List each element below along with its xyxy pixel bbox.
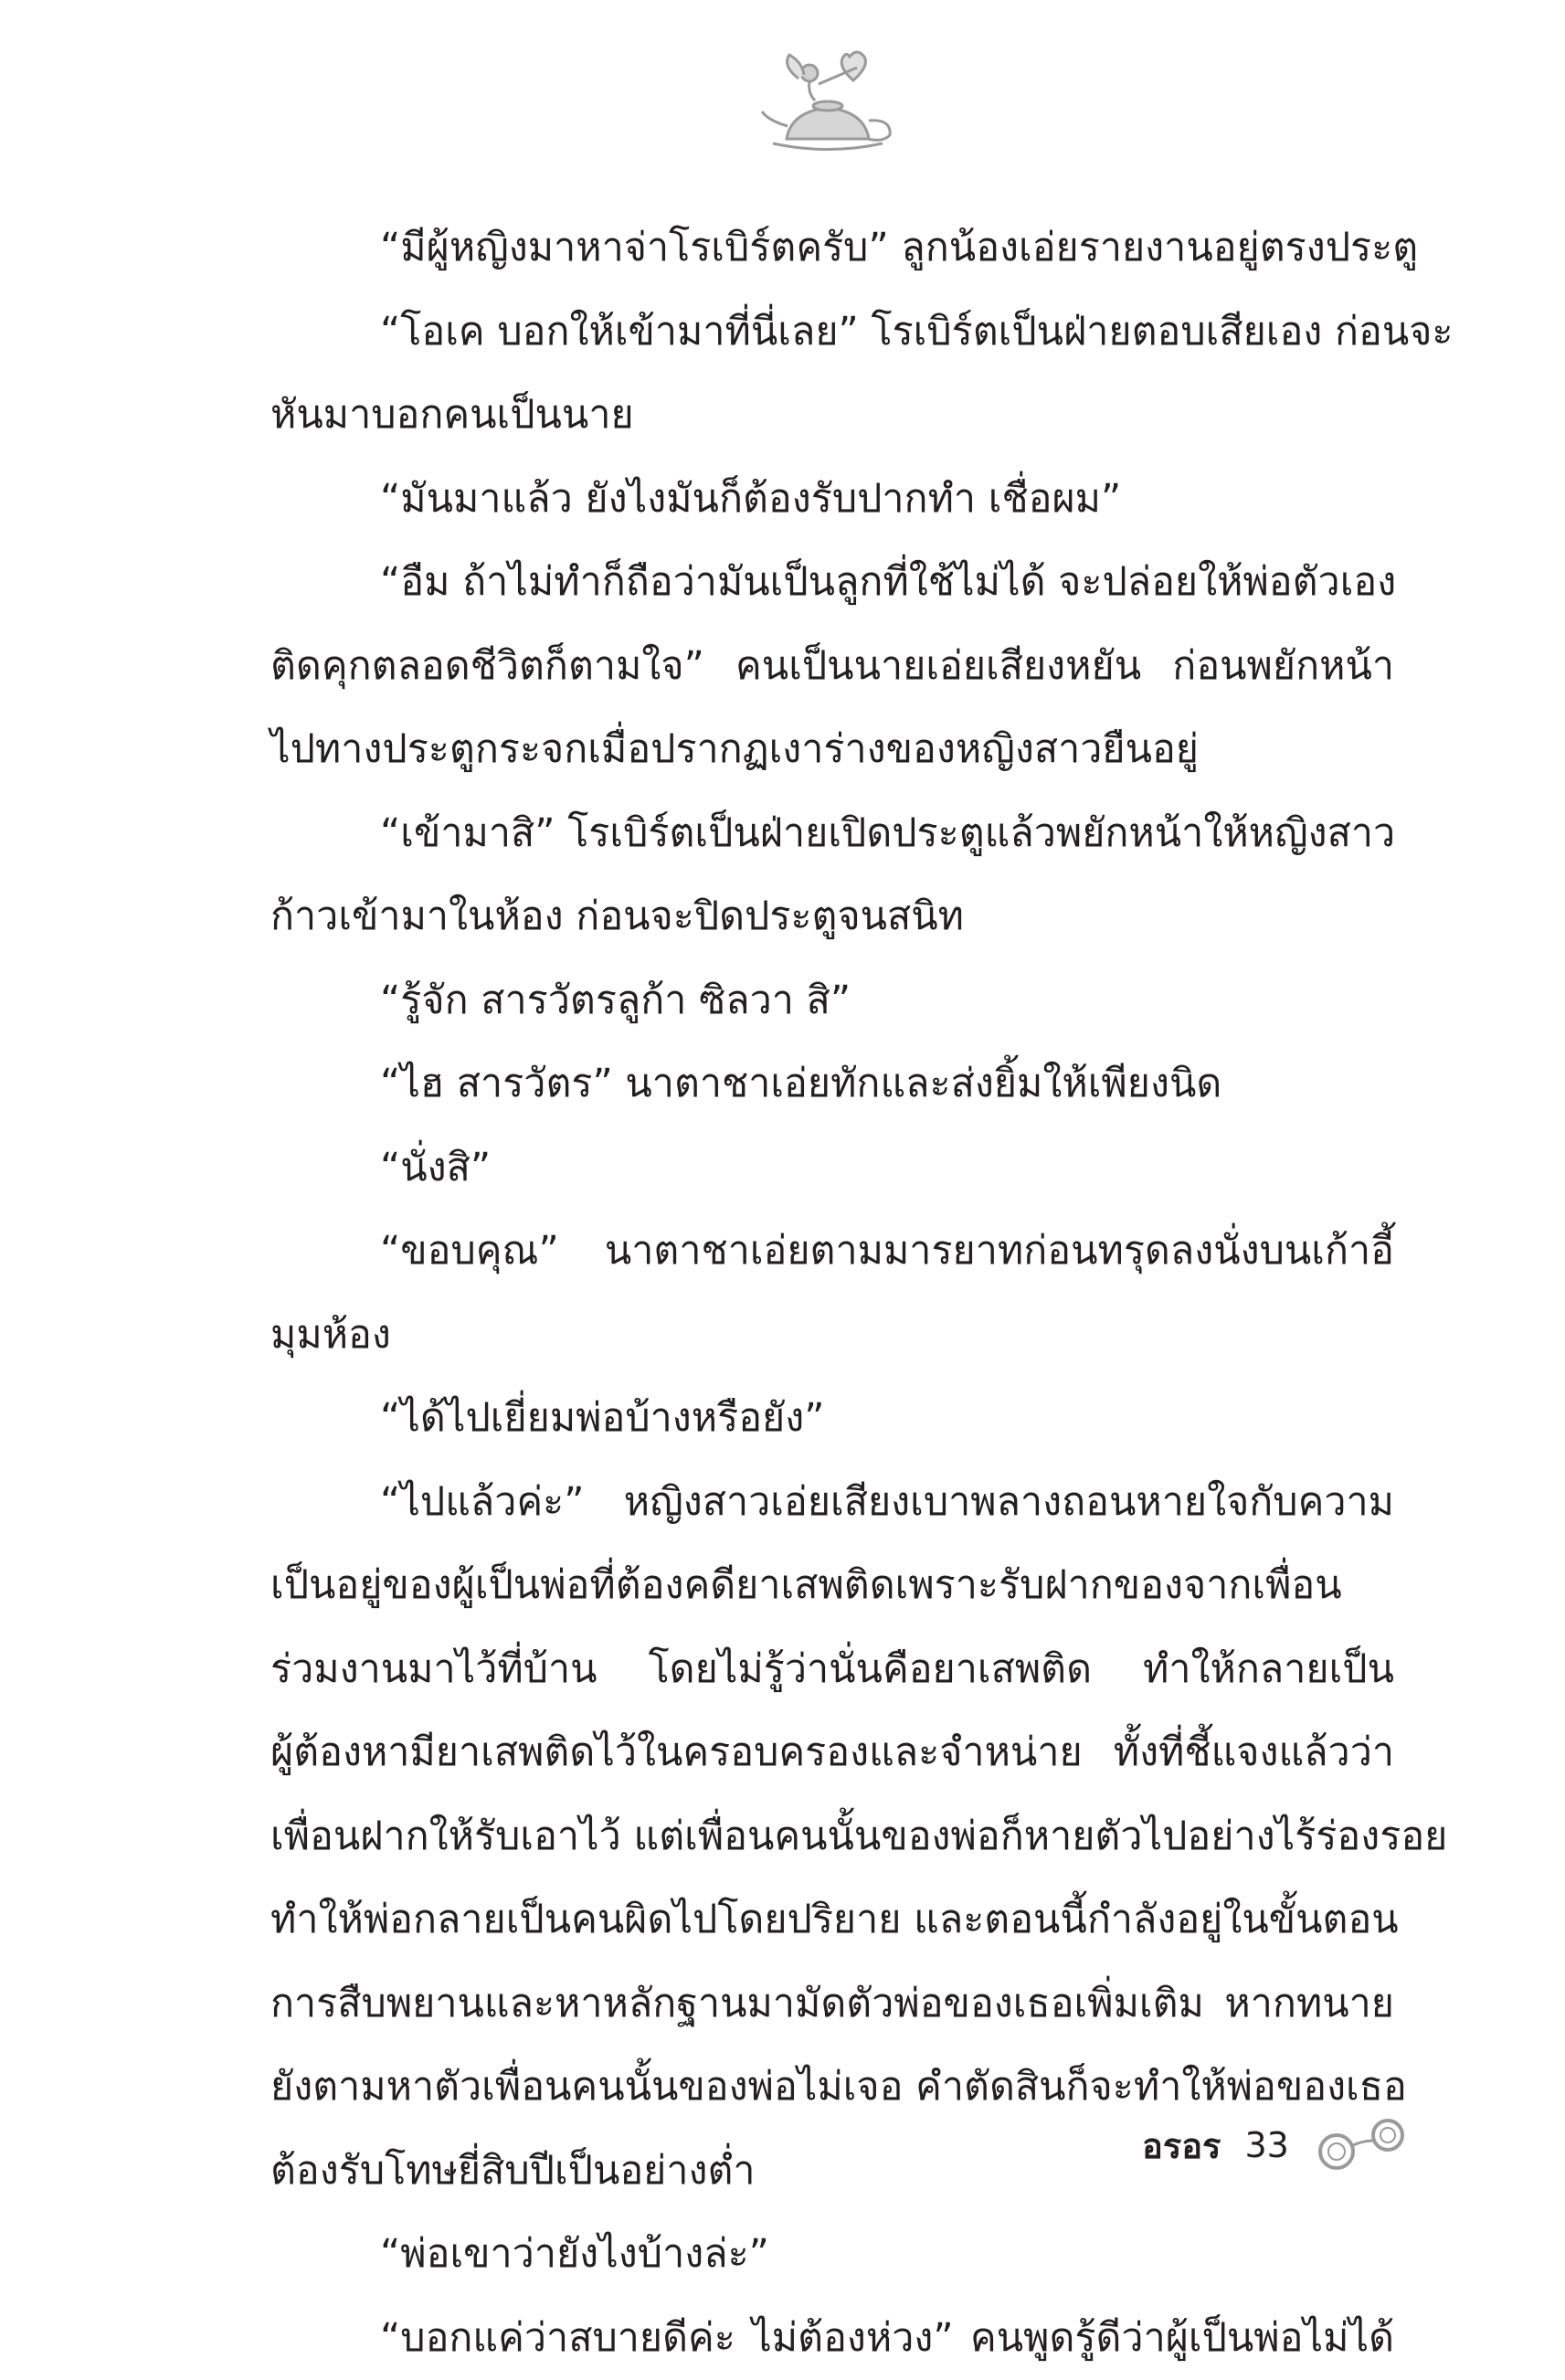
- text-line: “รู้จัก สารวัตรลูก้า ซิลวา สิ”: [270, 959, 1394, 1043]
- text-line: ก้าวเข้ามาในห้อง ก่อนจะปิดประตูจนสนิท: [270, 875, 1394, 959]
- text-line: “ได้ไปเยี่ยมพ่อบ้างหรือยัง”: [270, 1377, 1394, 1461]
- text-line: “พ่อเขาว่ายังไงบ้างล่ะ”: [270, 2213, 1394, 2297]
- text-line: “อืม ถ้าไม่ทำก็ถือว่ามันเป็นลูกที่ใช้ไม่ได้ จะปล่อยให้พ่อตัวเอง: [270, 541, 1394, 625]
- text-line: ติดคุกตลอดชีวิตก็ตามใจ” คนเป็นนายเอ่ยเสียงหยัน ก่อนพยักหน้า: [270, 625, 1394, 709]
- page-footer: [1142, 2118, 1413, 2173]
- text-line: “ไปแล้วค่ะ” หญิงสาวเอ่ยเสียงเบาพลางถอนหายใจกับความ: [270, 1461, 1394, 1545]
- text-line: มุมห้อง: [270, 1294, 1394, 1378]
- text-line: ผู้ต้องหามียาเสพติดไว้ในครอบครองและจำหน่าย ทั้งที่ชี้แจงแล้วว่า: [270, 1711, 1394, 1795]
- text-line: ร่วมงานมาไว้ที่บ้าน โดยไม่รู้ว่านั่นคือยาเสพติด ทำให้กลายเป็น: [270, 1628, 1394, 1712]
- text-line: “ขอบคุณ” นาตาชาเอ่ยตามมารยาทก่อนทรุดลงนั่งบนเก้าอี้: [270, 1210, 1394, 1294]
- text-line: ไปทางประตูกระจกเมื่อปรากฏเงาร่างของหญิงสาวยืนอยู่: [270, 708, 1394, 792]
- text-line: “โอเค บอกให้เข้ามาที่นี่เลย” โรเบิร์ตเป็นฝ่ายตอบเสียเอง ก่อนจะ: [270, 291, 1394, 375]
- page-number: 33: [1244, 2125, 1288, 2165]
- cupid-teapot-ornament-icon: [755, 48, 901, 157]
- text-line: ยังตามหาตัวเพื่อนคนนั้นของพ่อไม่เจอ คำตัดสินก็จะทำให้พ่อของเธอ: [270, 2046, 1394, 2130]
- text-line: การสืบพยานและหาหลักฐานมามัดตัวพ่อของเธอเพิ่มเติม หากทนาย: [270, 1962, 1394, 2047]
- text-line: “เข้ามาสิ” โรเบิร์ตเป็นฝ่ายเปิดประตูแล้วพยักหน้าให้หญิงสาว: [270, 792, 1394, 876]
- text-line: “นั่งสิ”: [270, 1127, 1394, 1211]
- text-line: “ไฮ สารวัตร” นาตาชาเอ่ยทักและส่งยิ้มให้เพียงนิด: [270, 1042, 1394, 1127]
- handcuffs-icon: [1313, 2113, 1413, 2177]
- text-line: “มีผู้หญิงมาหาจ่าโรเบิร์ตครับ” ลูกน้องเอ่ยรายงานอยู่ตรงประตู: [270, 206, 1394, 291]
- body-text: [270, 206, 1394, 2380]
- text-line: ต้องรับโทษยี่สิบปีเป็นอย่างต่ำ: [270, 2130, 1394, 2214]
- text-line: หันมาบอกคนเป็นนาย: [270, 374, 1394, 458]
- text-line: เป็นอยู่ของผู้เป็นพ่อที่ต้องคดียาเสพติดเพราะรับฝากของจากเพื่อน: [270, 1544, 1394, 1628]
- text-line: “มันมาแล้ว ยังไงมันก็ต้องรับปากทำ เชื่อผม”: [270, 458, 1394, 542]
- text-line: “บอกแค่ว่าสบายดีค่ะ ไม่ต้องห่วง” คนพูดรู้ดีว่าผู้เป็นพ่อไม่ได้: [270, 2297, 1394, 2380]
- text-line: ทำให้พ่อกลายเป็นคนผิดไปโดยปริยาย และตอนนี้กำลังอยู่ในขั้นตอน: [270, 1878, 1394, 1962]
- text-line: เพื่อนฝากให้รับเอาไว้ แต่เพื่อนคนนั้นของพ่อก็หายตัวไปอย่างไร้ร่องรอย: [270, 1795, 1394, 1879]
- author-name: อรอร: [1142, 2118, 1221, 2174]
